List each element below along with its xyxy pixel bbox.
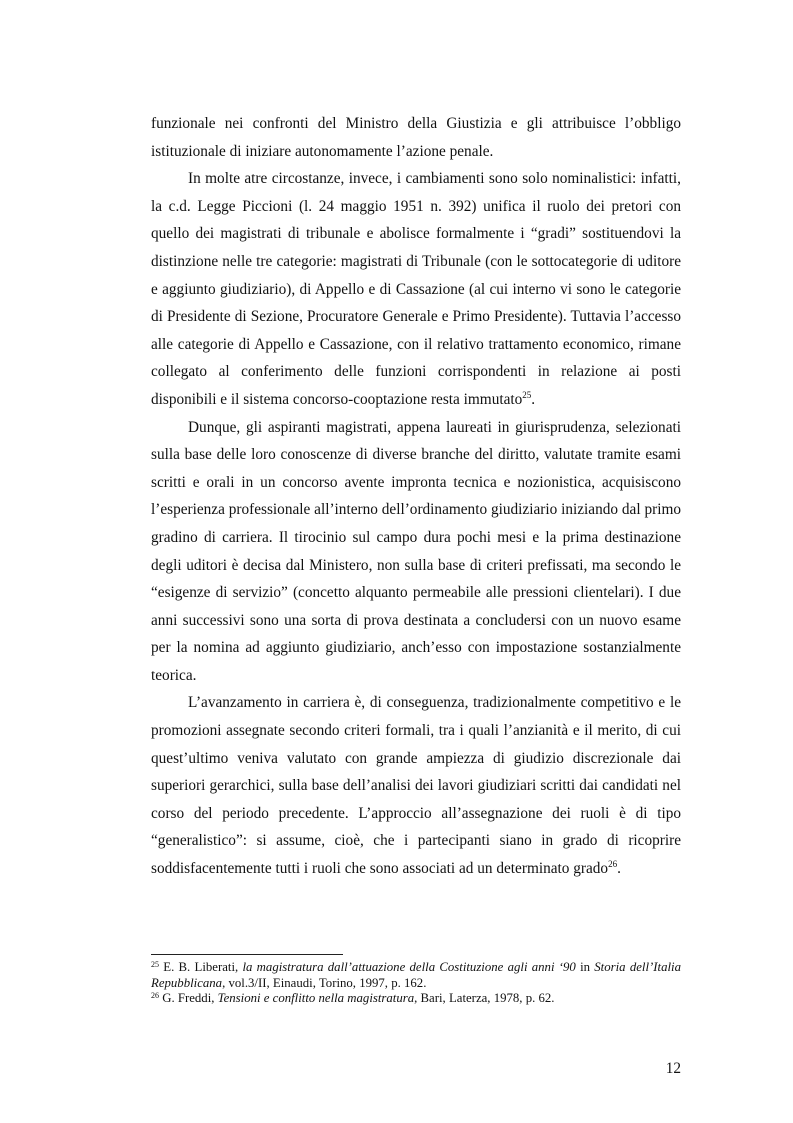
footnote-author: G. Freddi, — [159, 991, 218, 1006]
footnote-ref-25[interactable]: 25 — [522, 389, 532, 400]
paragraph-4 — [151, 689, 681, 882]
footnote-details: , vol.3/II, Einaudi, Torino, 1997, p. 162. — [222, 975, 427, 990]
footnote-number: 26 — [151, 991, 159, 1001]
paragraph-2 — [151, 165, 681, 413]
footnote-ref-26[interactable]: 26 — [608, 859, 618, 870]
footnote-26 — [151, 991, 681, 1007]
footnote-title: la magistratura dall’attuazione della Costituzione agli anni ‘90 — [242, 960, 576, 974]
paragraph-4-text: L’avanzamento in carriera è, di conseguenza, tradizionalmente competitivo e le promozioni assegnate secondo criteri formali, tra i quali l’anzianità e il merito, di cui quest’ultimo veniva valutato con grande ampiezza di giudizio discrezionale dai superiori gerarchici, sulla base dell’analisi dei lavori giudiziari scritti dai candidati nel corso del periodo precedente. L’approccio all’assegnazione dei ruoli è di tipo “generalistico”: si assume, cioè, che i partecipanti siano in grado di ricoprire soddisfacentemente tutti i ruoli che sono associati ad un determinato grado — [151, 694, 681, 878]
footnote-25 — [151, 960, 681, 991]
footnote-number: 25 — [151, 960, 159, 969]
footnote-details: , Bari, Laterza, 1978, p. 62. — [414, 991, 555, 1006]
paragraph-2-end: . — [531, 390, 536, 408]
footnote-title: Tensioni e conflitto nella magistratura — [217, 991, 415, 1006]
page-number: 12 — [665, 1060, 681, 1077]
paragraph-3: Dunque, gli aspiranti magistrati, appena laureati in giurisprudenza, selezionati sulla base delle loro conoscenze di diverse branche del diritto, valutate tramite esami scritti e orali in un concorso avente impronta tecnica e nozionistica, acquisiscono l’esperienza professionale all’interno dell’ordinamento giudiziario iniziando dal primo gradino di carriera. Il tirocinio sul campo dura pochi mesi e la prima destinazione degli uditori è decisa dal Ministero, non sulla base di criteri prefissati, ma secondo le “esigenze di servizio” (concetto alquanto permeabile alle pressioni clientelari). I due anni successivi sono una sorta di prova destinata a concludersi con un nuovo esame per la nomina ad aggiunto giudiziario, anch’esso con impostazione sostanzialmente teorica. — [151, 418, 681, 684]
footnote-connector: in — [575, 960, 595, 974]
paragraph-1: funzionale nei confronti del Ministro della Giustizia e gli attribuisce l’obbligo istituzionale di iniziare autonomamente l’azione penale. — [151, 115, 681, 160]
paragraph-4-end: . — [617, 860, 621, 878]
footnote-separator — [151, 954, 343, 955]
footnotes — [151, 960, 681, 1007]
main-text — [151, 110, 681, 883]
paragraph-2-text: In molte atre circostanze, invece, i cambiamenti sono solo nominalistici: infatti, la c.d. Legge Piccioni (l. 24 maggio 1951 n. 392) unifica il ruolo dei pretori con quello dei magistrati di tribunale e abolisce formalmente i “gradi” sostituendovi la distinzione nelle tre categorie: magistrati di Tribunale (con le sottocategorie di uditore e aggiunto giudiziario), di Appello e di Cassazione (al cui interno vi sono le categorie di Presidente di Sezione, Procuratore Generale e Primo Presidente). Tuttavia l’accesso alle categorie di Appello e Cassazione, con il relativo trattamento economico, rimane collegato al conferimento delle funzioni corrispondenti in relazione ai posti disponibili e il sistema concorso-cooptazione resta immutato — [151, 170, 681, 408]
footnote-work: Storia dell’Italia Repubblicana — [151, 960, 681, 990]
footnote-author: E. B. Liberati, — [159, 960, 243, 974]
